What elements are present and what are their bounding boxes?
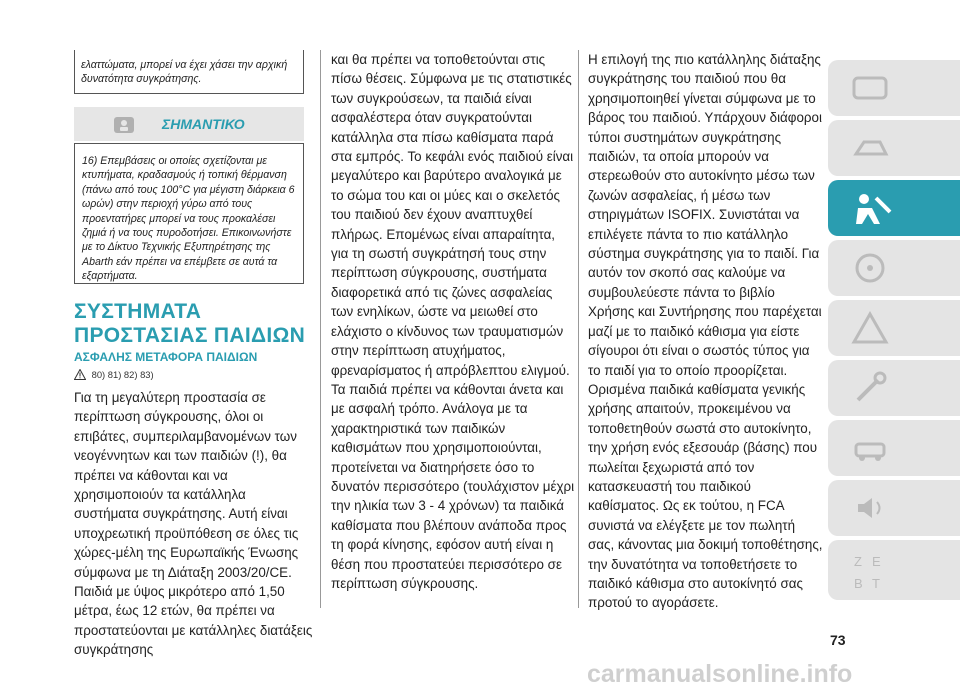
tab-safety[interactable] [828, 180, 960, 236]
warning-triangle-icon [74, 369, 86, 380]
tab-driving[interactable] [828, 240, 960, 296]
svg-text:Z: Z [854, 554, 862, 569]
tab-dashboard[interactable] [828, 60, 960, 116]
steering-wheel-icon [850, 250, 890, 286]
top-note-text: ελαττώματα, μπορεί να έχει χάσει την αρχική δυνατότητα συγκράτησης. [81, 59, 288, 86]
tools-icon [850, 370, 890, 406]
top-note-box [74, 50, 304, 94]
tab-multimedia[interactable] [828, 480, 960, 536]
svg-text:T: T [872, 576, 880, 591]
svg-text:E: E [872, 554, 881, 569]
warning-refs-text: 80) 81) 82) 83) [91, 369, 154, 380]
important-label: ΣΗΜΑΝΤΙΚΟ [162, 116, 245, 132]
warning-triangle-car-icon [850, 310, 890, 346]
page-number: 73 [830, 632, 846, 648]
seatbelt-warning-icon [112, 113, 136, 135]
tab-specs[interactable] [828, 420, 960, 476]
section-title: ΣΥΣΤΗΜΑΤΑ ΠΡΟΣΤΑΣΙΑΣ ΠΑΙΔΙΩΝ [74, 300, 306, 347]
car-key-icon [850, 130, 890, 166]
audio-icon [850, 490, 890, 526]
important-banner [74, 107, 304, 141]
car-specs-icon [850, 430, 890, 466]
column-3-text: Η επιλογή της πιο κατάλληλης διάταξης συγκράτησης του παιδιού που θα χρησιμοποιηθεί γίνεται σύμφωνα με το βάρος του παιδιού. Υπάρχουν διάφοροι τύποι συστημάτων συγκράτησης παιδιών, τα οποία μπορούν να στερεωθούν στο αυτοκίνητο μέσω των ζωνών ασφαλείας, ή μέσω των στηριγμάτων ISOFIX. Συνιστάται να επιλέγετε πάντα το πιο κατάλληλο σύστημα συγκράτησης για το παιδί. Για αυτόν τον σκοπό σας καλούμε να συμβουλεύεστε πάντα το βιβλίο Χρήσης και Συντήρησης που παρέχεται μαζί με το παιδικό κάθισμα για είστε σίγουροι ότι είναι ο σωστός τύπος για το παιδί για το οποίο προορίζεται. Ορισμένα παιδικά καθίσματα γενικής χρήσης απαιτούν, προκειμένου να τοποθετηθούν σωστά στο αυτοκίνητο, την χρήση ενός εξεσουάρ (βάσης) που πωλείται ξεχωριστά από τον κατασκευαστή του παιδικού καθίσματος. Ως εκ τούτου, η FCA συνιστά να ελέγξετε με τον πωλητή σας, κάνοντας μια δοκιμή τοποθέτησης, την δυνατότητα να τοποθετήσετε το παιδικό κάθισμα στο αυτοκίνητό σας προτού το αγοράσετε. [588, 52, 823, 611]
watermark: carmanualsonline.info [587, 660, 853, 688]
airbag-safety-icon [850, 190, 894, 228]
column-divider [320, 50, 321, 608]
column-1-text: Για τη μεγαλύτερη προστασία σε περίπτωση σύγκρουσης, όλοι οι επιβάτες, συμπεριλαμβανομένων των νεογέννητων και των παιδιών (!), θα πρέπει να κάθονται και να χρησιμοποιούν τα κατάλληλα συστήματα συγκράτησης. Αυτή είναι υποχρεωτική προϋπόθεση σε όλες τις χώρες-μέλη της Ευρωπαϊκής Ένωσης σύμφωνα με τη Διάταξη 2003/20/CE. Παιδιά με ύψος μικρότερο από 1,50 μέτρα, έως 12 ετών, θα πρέπει να προστατεύονται με κατάλληλες διατάξεις συγκράτησης [74, 390, 313, 658]
column-divider [578, 50, 579, 608]
subsection-title: ΑΣΦΑΛΗΣ ΜΕΤΑΦΟΡΑ ΠΑΙΔΙΩΝ [74, 350, 258, 364]
tab-index[interactable] [828, 540, 960, 600]
tab-maintenance[interactable] [828, 360, 960, 416]
column-2-text: και θα πρέπει να τοποθετούνται στις πίσω θέσεις. Σύμφωνα με τις στατιστικές των συγκρούσεων, τα παιδιά είναι ασφαλέστερα όταν συγκρατούνται κατάλληλα στα πίσω καθίσματα παρά στα εμπρός. Το κεφάλι ενός παιδιού είναι μεγαλύτερο και βαρύτερο αναλογικά με το σώμα του και οι μύες και ο σκελετός του παιδιού δεν έχουν αναπτυχθεί πλήρως. Επομένως είναι απαραίτητα, για τη σωστή συγκράτησή τους στην περίπτωση σύγκρουσης, συστήματα διαφορετικά από τις ζώνες ασφαλείας των ενηλίκων, ώστε να μειωθεί στο ελάχιστο ο κίνδυνος των τραυματισμών στην περίπτωση ατυχήματος, φρεναρίσματος ή απρόβλεπτου ελιγμού. Τα παιδιά πρέπει να κάθονται άνετα και με ασφαλή τρόπο. Ανάλογα με τα χαρακτηριστικά των παιδικών καθισμάτων που χρησιμοποιούνται, προτείνεται να διατηρήσετε όσο το δυνατόν περισσότερο (τουλάχιστον μέχρι την ηλικία των 3 - 4 χρόνων) τα παιδικά καθίσματα που βλέπουν ανάποδα προς τη φορά κίνησης, εφόσον αυτή είναι η θέση που προστατεύει περισσότερο σε περίπτωση σύγκρουσης. [331, 52, 575, 591]
note-16-box [74, 143, 304, 284]
car-dashboard-icon [850, 70, 890, 106]
tab-emergency[interactable] [828, 300, 960, 356]
index-letters-icon [850, 550, 894, 594]
note-16-text: 16) Επεμβάσεις οι οποίες σχετίζονται με κτυπήματα, κραδασμούς ή τοπική θέρμανση (πάνω από τους 100°C για μέγιστη διάρκεια 6 ωρών) στην περιοχή γύρω από τους προεντατήρες μπορεί να τους προκαλέσει ζημιά ή να τους πυροδοτήσει. Επικοινωνήστε με το Δίκτυο Τεχνικής Εξυπηρέτησης της Abarth εάν πρέπει να επέμβετε σε αυτά τα εξαρτήματα. [82, 155, 295, 283]
tab-keys[interactable] [828, 120, 960, 176]
svg-text:B: B [854, 576, 863, 591]
warning-references [74, 369, 154, 380]
